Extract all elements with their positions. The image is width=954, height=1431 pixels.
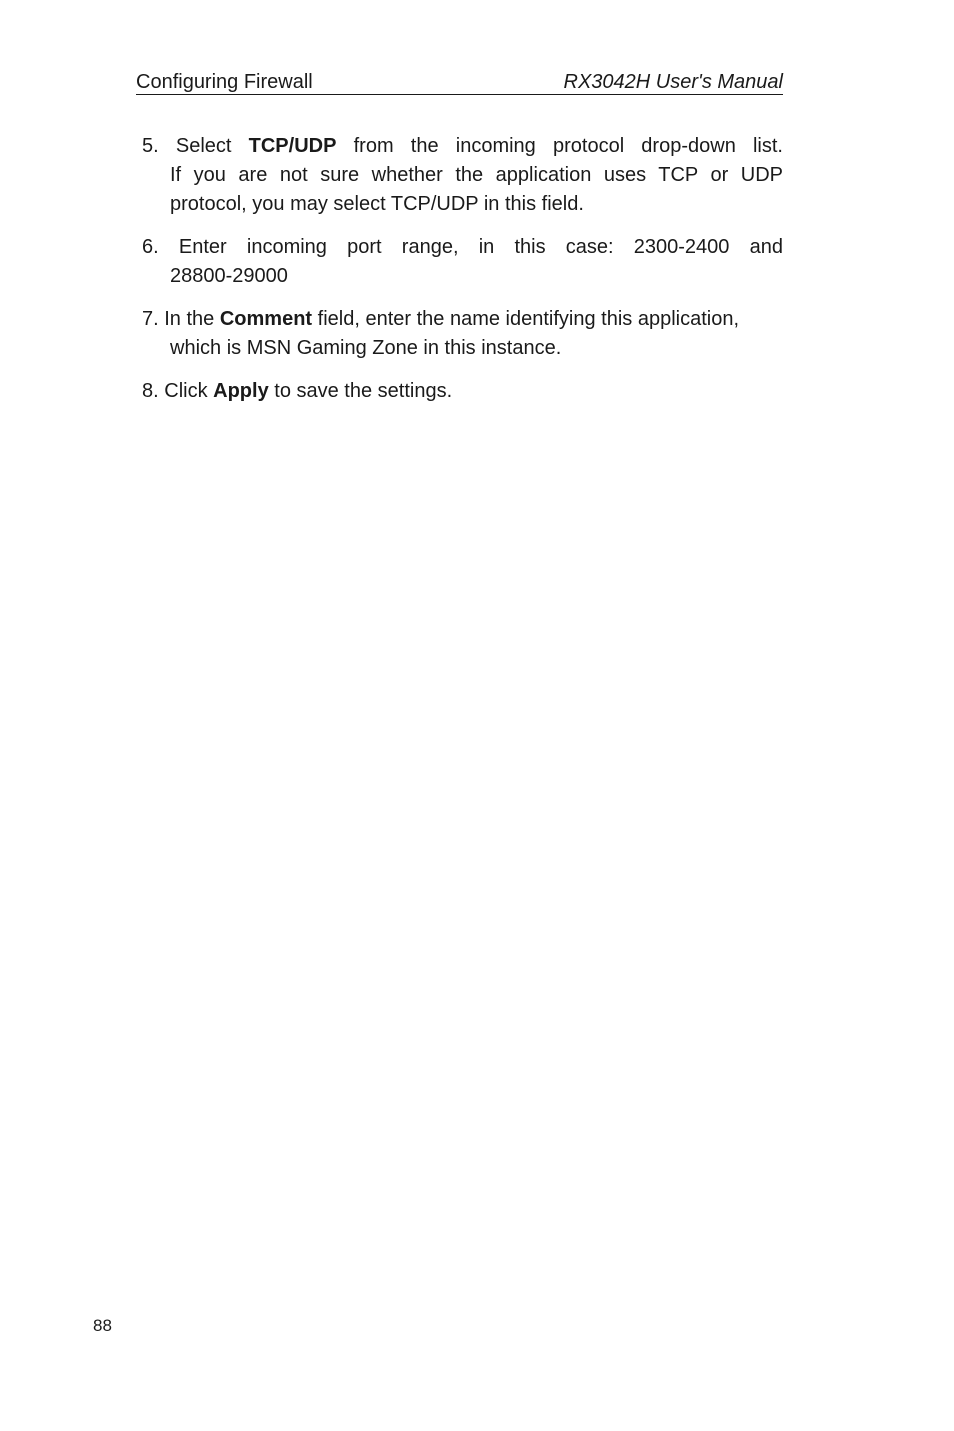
bold-term: TCP/UDP xyxy=(248,135,337,157)
step-6 xyxy=(142,233,783,291)
step-number: 8. xyxy=(142,380,159,402)
step-8 xyxy=(142,377,783,406)
step-6-line-1: 6. Enter incoming port range, in this case: 2300-2400 and xyxy=(142,236,783,258)
step-5 xyxy=(142,132,783,219)
step-number: 6. xyxy=(142,236,159,258)
step-5-line-2: If you are not sure whether the application uses TCP or UDP xyxy=(170,164,783,186)
step-6-line-2: 28800-29000 xyxy=(170,265,288,287)
step-5-line-1: 5. Select TCP/UDP from the incoming protocol drop-down list. xyxy=(142,135,783,157)
step-5-line-3: protocol, you may select TCP/UDP in this field. xyxy=(170,193,584,215)
instruction-steps xyxy=(142,132,783,420)
step-7-line-1: 7. In the Comment field, enter the name identifying this application, xyxy=(142,308,740,330)
manual-title: RX3042H User's Manual xyxy=(563,71,783,93)
step-7-line-2: which is MSN Gaming Zone in this instance. xyxy=(170,337,562,359)
page-number: 88 xyxy=(93,1316,112,1335)
bold-term: Comment xyxy=(219,308,313,330)
step-number: 7. xyxy=(142,308,159,330)
page-header xyxy=(136,70,783,95)
step-8-line-1: 8. Click Apply to save the settings. xyxy=(142,380,453,402)
section-title: Configuring Firewall xyxy=(136,71,313,93)
step-7 xyxy=(142,305,783,363)
step-number: 5. xyxy=(142,135,159,157)
bold-term: Apply xyxy=(213,380,269,402)
